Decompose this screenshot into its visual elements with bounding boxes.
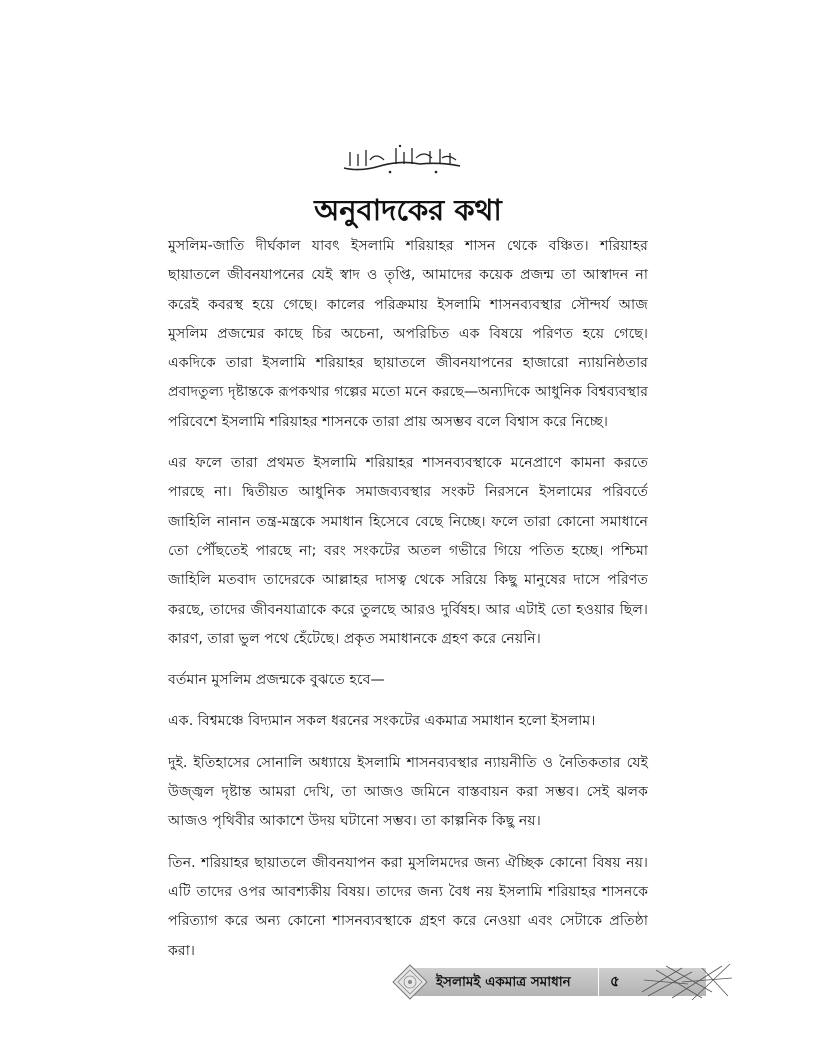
page-footer <box>392 958 732 1006</box>
paragraph: বর্তমান মুসলিম প্রজন্মকে বুঝতে হবে— <box>168 672 385 689</box>
paragraph: এক. বিশ্বমঞ্চে বিদ্যমান সকল ধরনের সংকটের একমাত্র সমাধান হলো ইসলাম। <box>168 713 596 730</box>
bismillah-calligraphy-icon <box>340 142 466 178</box>
body-text <box>168 232 648 978</box>
paragraph: মুসলিম-জাতি দীর্ঘকাল যাবৎ ইসলামি শরিয়াহর শাসন থেকে বঞ্চিত। শরিয়াহর ছায়াতলে জীবনযাপনের যেই স্বাদ ও তৃপ্তি, আমাদের কয়েক প্রজন্ম তা আস্বাদন না করেই কবরস্থ হয়ে গেছে। কালের পরিক্রমায় ইসলামি শাসনব্যবস্থার সৌন্দর্য আজ মুসলিম প্রজন্মের কাছে চির অচেনা, অপরিচিত এক বিষয়ে পরিণত হয়ে গেছে। একদিকে তারা ইসলামি শরিয়াহর ছায়াতলে জীবনযাপনের হাজারো ন্যায়নিষ্ঠতার প্রবাদতুল্য দৃষ্টান্তকে রূপকথার গল্পের মতো মনে করছে—অন্যদিকে আধুনিক বিশ্বব্যবস্থার পরিবেশে ইসলামি শরিয়াহর শাসনকে তারা প্রায় অসম্ভব বলে বিশ্বাস করে নিচ্ছে। <box>168 238 648 430</box>
page-number: ৫ <box>610 972 620 990</box>
diamond-ornament-icon <box>392 964 428 1000</box>
paragraph: এর ফলে তারা প্রথমত ইসলামি শরিয়াহর শাসনব্যবস্থাকে মনেপ্রাণে কামনা করতে পারছে না। দ্বিতীয়ত আধুনিক সমাজব্যবস্থার সংকট নিরসনে ইসলামের পরিবর্তে জাহিলি নানান তন্ত্র-মন্ত্রকে সমাধান হিসেবে বেছে নিচ্ছে। ফলে তারা কোনো সমাধানে তো পৌঁছতেই পারছে না; বরং সংকটের অতল গভীরে গিয়ে পতিত হচ্ছে। পশ্চিমা জাহিলি মতবাদ তাদেরকে আল্লাহর দাসত্ব থেকে সরিয়ে কিছু মানুষের দাসে পরিণত করছে, তাদের জীবনযাত্রাকে করে তুলছে আরও দুর্বিষহ। আর এটাই তো হওয়ার ছিল। কারণ, তারা ভুল পথে হেঁটেছে। প্রকৃত সমাধানকে গ্রহণ করে নেয়নি। <box>168 455 648 647</box>
footer-separator <box>598 968 599 996</box>
footer-book-title: ইসলামই একমাত্র সমাধান <box>436 974 571 990</box>
crosshatch-lines-icon <box>642 962 732 1002</box>
paragraph: দুই. ইতিহাসের সোনালি অধ্যায়ে ইসলামি শাসনব্যবস্থার ন্যায়নীতি ও নৈতিকতার যেই উজ্জ্বল দৃষ্টান্ত আমরা দেখি, তা আজও জমিনে বাস্তবায়ন করা সম্ভব। সেই ঝলক আজও পৃথিবীর আকাশে উদয় ঘটানো সম্ভব। তা কাল্পনিক কিছু নয়। <box>168 754 648 830</box>
page-title: অনুবাদকের কথা <box>314 193 502 227</box>
paragraph: তিন. শরিয়াহর ছায়াতলে জীবনযাপন করা মুসলিমদের জন্য ঐচ্ছিক কোনো বিষয় নয়। এটি তাদের ওপর আবশ্যকীয় বিষয়। তাদের জন্য বৈধ নয় ইসলামি শরিয়াহর শাসনকে পরিত্যাগ করে অন্য কোনো শাসনব্যবস্থাকে গ্রহণ করে নেওয়া এবং সেটাকে প্রতিষ্ঠা করা। <box>168 854 648 959</box>
